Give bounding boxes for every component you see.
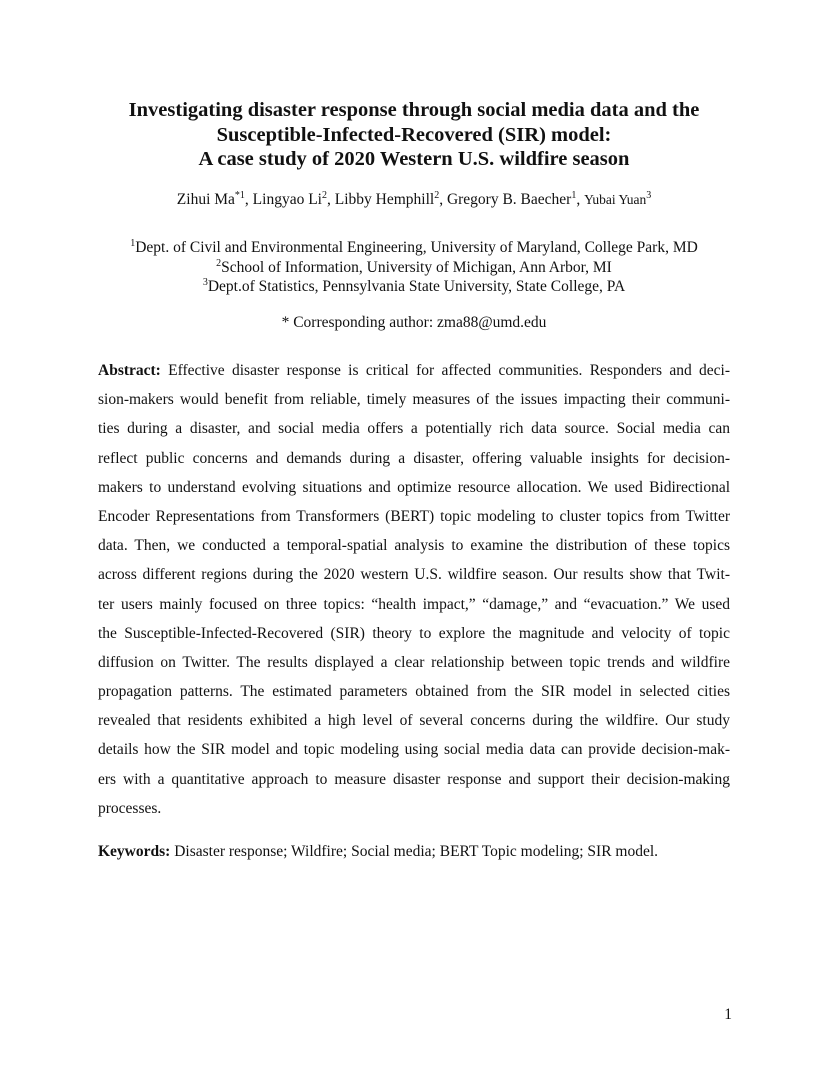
abstract-line: processes.: [98, 799, 162, 817]
affiliation-mark: 2: [216, 257, 222, 269]
affiliation: [0, 258, 828, 278]
author-affiliation-mark: 3: [646, 190, 652, 201]
abstract-line: ers with a quantitative approach to measure disaster response and support their decision-making: [98, 770, 730, 788]
abstract-line: Encoder Representations from Transformers (BERT) topic modeling to cluster topics from Twitter: [98, 507, 730, 525]
affiliation-text: Dept. of Civil and Environmental Engineering, University of Maryland, College Park, MD: [135, 239, 698, 256]
abstract-line: makers to understand evolving situations and optimize resource allocation. We used Bidirectional: [98, 478, 730, 496]
title-line-2: Susceptible-Infected-Recovered (SIR) model:: [216, 123, 612, 146]
abstract-line: reflect public concerns and demands during a disaster, offering valuable insights for decision-: [98, 449, 730, 467]
keywords-label: Keywords:: [98, 843, 171, 860]
abstract: [98, 356, 730, 823]
abstract-line: propagation patterns. The estimated parameters obtained from the SIR model in selected cities: [98, 683, 730, 701]
paper-title: [0, 98, 828, 172]
author-name: Lingyao Li: [252, 191, 322, 208]
affiliation-mark: 1: [130, 238, 136, 249]
author-affiliation-mark: 2: [434, 190, 440, 201]
author-separator: ,: [326, 191, 335, 208]
abstract-text: Effective disaster response is critical for affected communities. Responders and deci-: [168, 362, 731, 379]
author-name: Zihui Ma: [176, 191, 235, 208]
abstract-line: the Susceptible-Infected-Recovered (SIR) theory to explore the magnitude and velocity of topic: [98, 624, 730, 642]
abstract-line: ter users mainly focused on three topics: “health impact,” “damage,” and “evacuation.” We used: [98, 595, 730, 613]
abstract-line: ties during a disaster, and social media offers a potentially rich data source. Social media can: [98, 420, 730, 438]
affiliation-mark: 3: [202, 277, 208, 288]
author: [584, 191, 651, 208]
abstract-line: data. Then, we conducted a temporal-spatial analysis to examine the distribution of these topics: [98, 537, 730, 555]
author-affiliation-mark: 1: [571, 190, 577, 201]
author-affiliation-mark: 2: [321, 190, 327, 201]
author: [253, 191, 335, 208]
abstract-line: across different regions during the 2020 western U.S. wildfire season. Our results show that Twit-: [98, 566, 730, 584]
author: [447, 191, 584, 208]
keywords-text: Disaster response; Wildfire; Social media; BERT Topic modeling; SIR model.: [174, 843, 659, 860]
author-affiliation-mark: *1: [234, 190, 245, 201]
abstract-line: details how the SIR model and topic modeling using social media data can provide decision-mak-: [98, 741, 730, 759]
abstract-line: [98, 356, 730, 385]
affiliation-text: School of Information, University of Michigan, Ann Arbor, MI: [221, 258, 612, 276]
affiliation-text: Dept.of Statistics, Pennsylvania State University, State College, PA: [207, 278, 626, 295]
author-name: Gregory B. Baecher: [446, 191, 572, 208]
page-number: 1: [724, 1006, 732, 1023]
abstract-label: Abstract:: [98, 362, 161, 379]
keywords: [98, 841, 730, 863]
title-line-3: A case study of 2020 Western U.S. wildfire season: [198, 148, 630, 170]
abstract-line: revealed that residents exhibited a high level of several concerns during the wildfire. Our study: [98, 712, 730, 730]
author-name: Libby Hemphill: [334, 191, 435, 208]
author-separator: ,: [244, 191, 253, 208]
abstract-line: sion-makers would benefit from reliable, timely measures of the issues impacting their communi-: [98, 391, 730, 409]
author-list: [0, 190, 828, 210]
author-separator: ,: [439, 191, 447, 208]
author: [177, 191, 253, 208]
author-name: Yubai Yuan: [584, 192, 647, 207]
affiliation: [0, 238, 828, 258]
affiliation-list: [0, 238, 828, 297]
corresponding-author: * Corresponding author: zma88@umd.edu: [281, 314, 547, 331]
abstract-line: diffusion on Twitter. The results displayed a clear relationship between topic trends and wildfire: [98, 653, 730, 671]
author-separator: ,: [576, 191, 585, 208]
affiliation: [0, 277, 828, 297]
author: [335, 191, 447, 208]
title-line-1: Investigating disaster response through social media data and the: [128, 99, 700, 121]
